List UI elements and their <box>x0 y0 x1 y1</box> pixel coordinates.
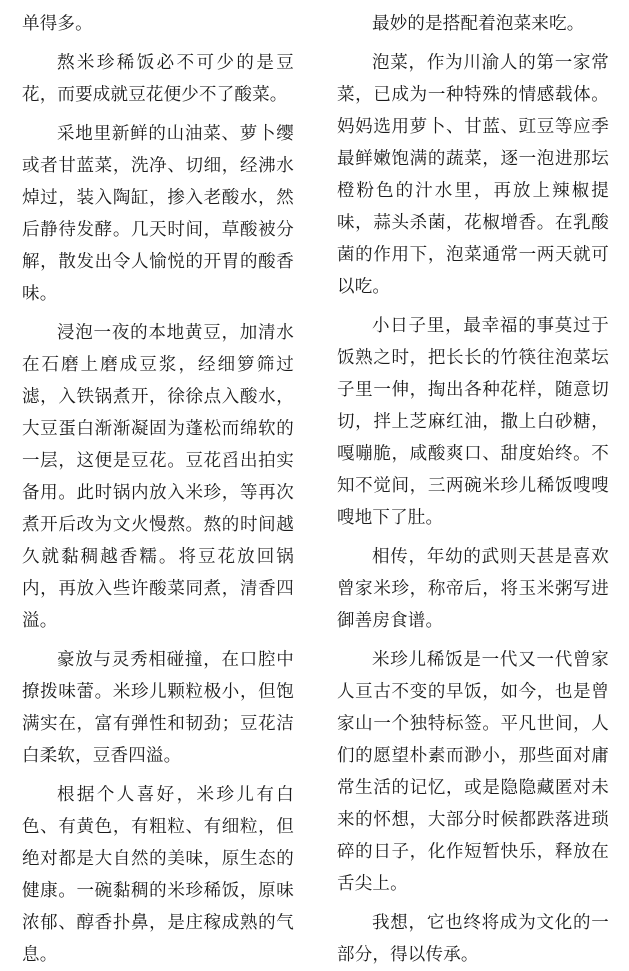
paragraph: 根据个人喜好，米珍儿有白色、有黄色，有粗粒、有细粒，但绝对都是大自然的美味，原生态的健康。一碗黏稠的米珍稀饭，原味浓郁、醇香扑鼻，是庄稼成熟的气息。 <box>22 785 294 965</box>
paragraph: 相传，年幼的武则天甚是喜欢曾家米珍，称帝后，将玉米粥写进御善房食谱。 <box>337 547 609 631</box>
paragraph: 我想，它也终将成为文化的一部分，得以传承。 <box>337 913 609 965</box>
paragraph: 最妙的是搭配着泡菜来吃。 <box>372 14 585 34</box>
paragraph: 泡菜，作为川渝人的第一家常菜，已成为一种特殊的情感载体。妈妈选用萝卜、甘蓝、豇豆等应季最鲜嫩饱满的蔬菜，逐一泡进那坛橙粉色的汁水里，再放上辣椒提味，蒜头杀菌，花椒增香。在乳酸菌的作用下，泡菜通常一两天就可以吃。 <box>337 53 609 297</box>
right-column <box>337 8 609 965</box>
paragraph: 单得多。 <box>22 14 93 34</box>
paragraph: 小日子里，最幸福的事莫过于饭熟之时，把长长的竹筷往泡菜坛子里一伸，掏出各种花样，随意切切，拌上芝麻红油，撒上白砂糖，嘎嘣脆，咸酸爽口、甜度始终。不知不觉间，三两碗米珍儿稀饭嗖嗖嗖地下了肚。 <box>337 316 609 528</box>
paragraph: 浸泡一夜的本地黄豆，加清水在石磨上磨成豆浆，经细箩筛过滤，入铁锅煮开，徐徐点入酸水，大豆蛋白渐渐凝固为蓬松而绵软的一层，这便是豆花。豆花舀出拍实备用。此时锅内放入米珍，等再次煮开后改为文火慢熬。熬的时间越久就黏稠越香糯。将豆花放回锅内，再放入些许酸菜同煮，清香四溢。 <box>22 323 294 631</box>
paragraph: 豪放与灵秀相碰撞，在口腔中撩拨味蕾。米珍儿颗粒极小，但饱满实在，富有弹性和韧劲；豆花洁白柔软，豆香四溢。 <box>22 650 294 766</box>
left-column <box>22 8 294 965</box>
paragraph: 米珍儿稀饭是一代又一代曾家人亘古不变的早饭，如今，也是曾家山一个独特标签。平凡世间，人们的愿望朴素而渺小，那些面对庸常生活的记忆，或是隐隐藏匿对未来的怀想，大部分时候都跌落进琐碎的日子，化作短暂快乐，释放在舌尖上。 <box>337 650 609 894</box>
paragraph: 采地里新鲜的山油菜、萝卜缨或者甘蓝菜，洗净、切细，经沸水焯过，装入陶缸，掺入老酸水，然后静待发酵。几天时间，草酸被分解，散发出令人愉悦的开胃的酸香味。 <box>22 124 294 304</box>
paragraph: 熬米珍稀饭必不可少的是豆花，而要成就豆花便少不了酸菜。 <box>22 53 294 105</box>
